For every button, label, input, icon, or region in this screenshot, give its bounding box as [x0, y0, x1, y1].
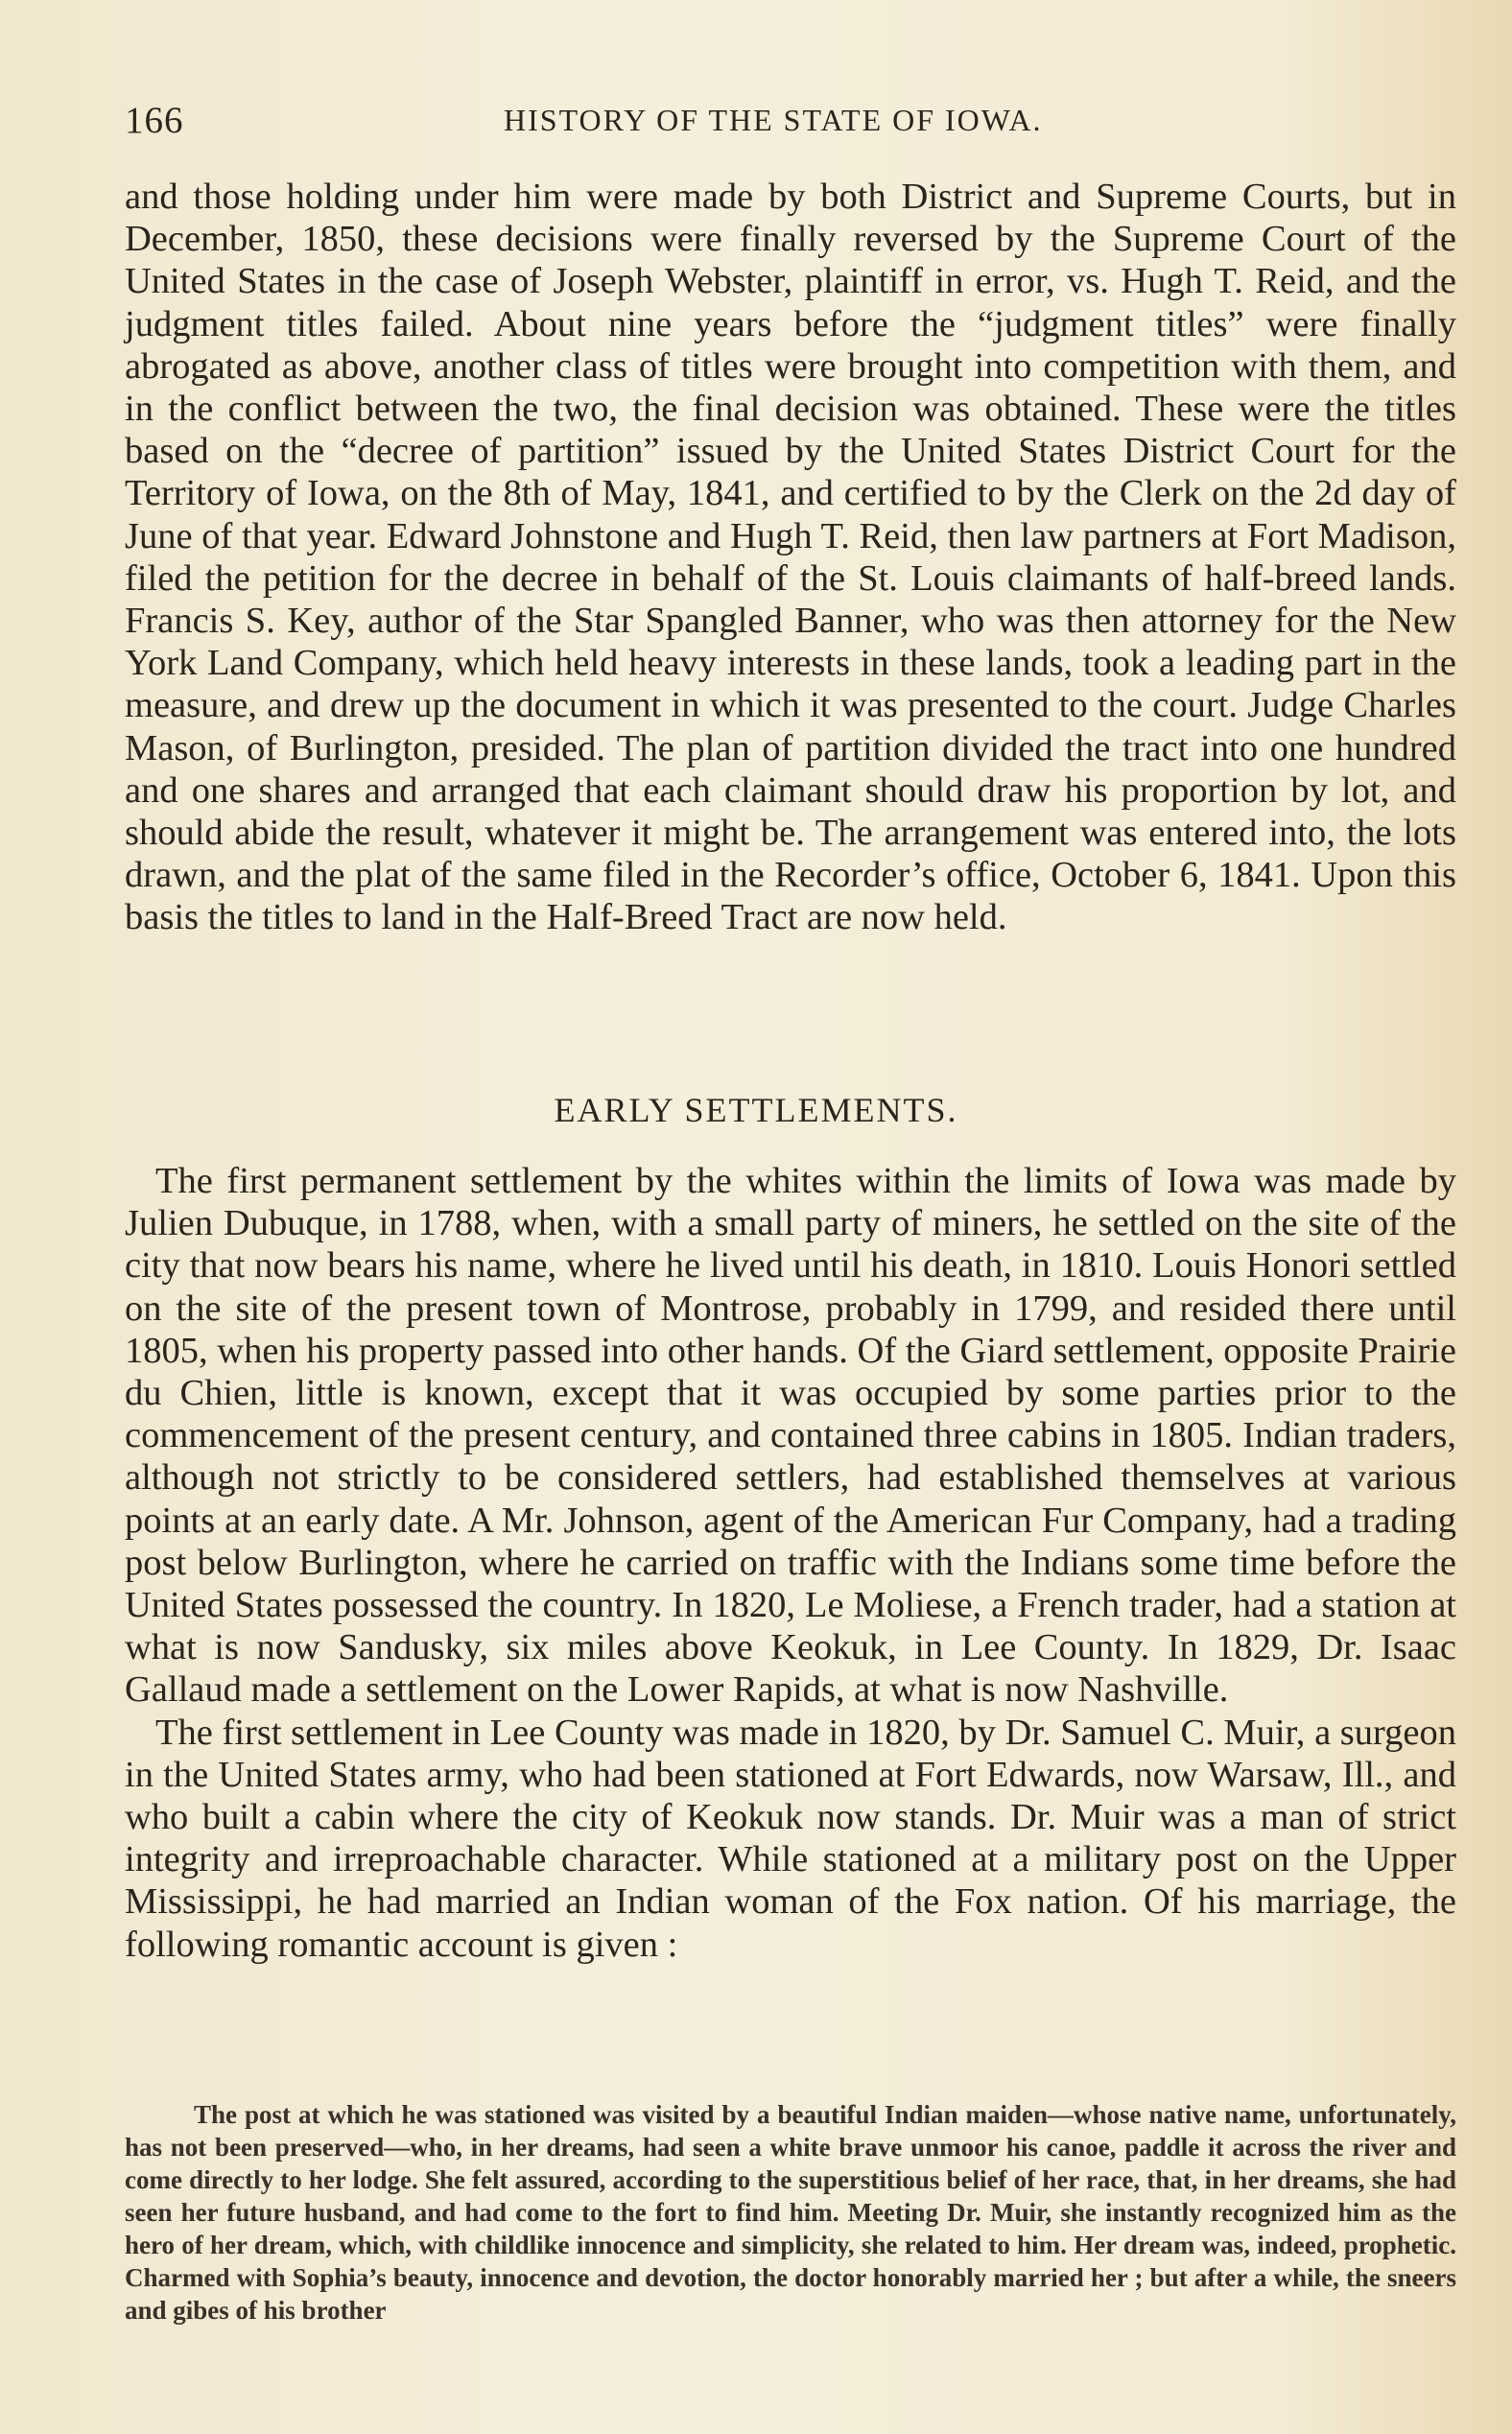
paragraph-judgment-titles: and those holding under him were made by both District and Supreme Courts, but in December, 1850, these decisions were finally reversed by the Supreme Court of the United States in the case of Joseph Webster, plaintiff in error, vs. Hugh T. Reid, and the judgment titles failed. About nine years before the “judgment titles” were finally abrogated as above, another class of titles were brought into competition with them, and in the conflict between the two, the final decision was obtained. These were the titles based on the “decree of partition” issued by the United States District Court for the Territory of Iowa, on the 8th of May, 1841, and certified to by the Clerk on the 2d day of June of that year. Edward Johnstone and Hugh T. Reid, then law partners at Fort Madison, filed the petition for the decree in behalf of the St. Louis claimants of half-breed lands. Francis S. Key, author of the Star Spangled Banner, who was then attorney for the New York Land Company, which held heavy interests in these lands, took a leading part in the measure, and drew up the document in which it was presented to the court. Judge Charles Mason, of Burlington, presided. The plan of partition divided the tract into one hundred and one shares and arranged that each claimant should draw his proportion by lot, and should abide the result, whatever it might be. The arrangement was entered into, the lots drawn, and the plat of the same filed in the Recorder’s office, October 6, 1841. Upon this basis the titles to land in the Half-Breed Tract are now held.: [125, 177, 1456, 938]
page-header: [125, 99, 1458, 143]
quoted-account: [125, 2098, 1456, 2327]
running-title: HISTORY OF THE STATE OF IOWA.: [504, 103, 1043, 137]
quote-text: The post at which he was stationed was visited by a beautiful Indian maiden—whose native name, unfortunately, has not been preserved—who, in her dreams, had seen a white brave unmoor his canoe, paddle it across the river and come directly to her lodge. She felt assured, according to the superstitious belief of her race, that, in her dreams, she had seen her future husband, and had come to the fort to find him. Meeting Dr. Muir, she instantly recognized him as the hero of her dream, which, with childlike innocence and simplicity, she related to him. Her dream was, indeed, prophetic. Charmed with Sophia’s beauty, innocence and devotion, the doctor honorably married her ; but after a while, the sneers and gibes of his brother: [125, 2100, 1456, 2325]
paragraph-lee-county: The first settlement in Lee County was made in 1820, by Dr. Samuel C. Muir, a surgeon in the United States army, who had been stationed at Fort Edwards, now Warsaw, Ill., and who built a cabin where the city of Keokuk now stands. Dr. Muir was a man of strict integrity and irreproachable character. While stationed at a military post on the Upper Mississippi, he had married an Indian woman of the Fox nation. Of his marriage, the following romantic account is given :: [125, 1712, 1456, 1965]
section-heading: EARLY SETTLEMENTS.: [554, 1091, 958, 1129]
page-number: 166: [125, 100, 184, 141]
body-text-top: [125, 176, 1456, 1022]
paragraph-first-settlement: The first permanent settlement by the whites within the limits of Iowa was made by Julien Dubuque, in 1788, when, with a small party of miners, he settled on the site of the city that now bears his name, where he lived until his death, in 1810. Louis Honori settled on the site of the present town of Montrose, probably in 1799, and resided there until 1805, when his property passed into other hands. Of the Giard settlement, opposite Prairie du Chien, little is known, except that it was occupied by some parties prior to the commencement of the present century, and contained three cabins in 1805. Indian traders, although not strictly to be considered settlers, had established themselves at various points at an early date. A Mr. Johnson, agent of the American Fur Company, had a trading post below Burlington, where he carried on traffic with the Indians some time before the United States possessed the country. In 1820, Le Moliese, a French trader, had a station at what is now Sandusky, six miles above Keokuk, in Lee County. In 1829, Dr. Isaac Gallaud made a settlement on the Lower Rapids, at what is now Nashville.: [125, 1161, 1456, 1711]
early-settlements-text: [125, 1160, 1456, 1966]
